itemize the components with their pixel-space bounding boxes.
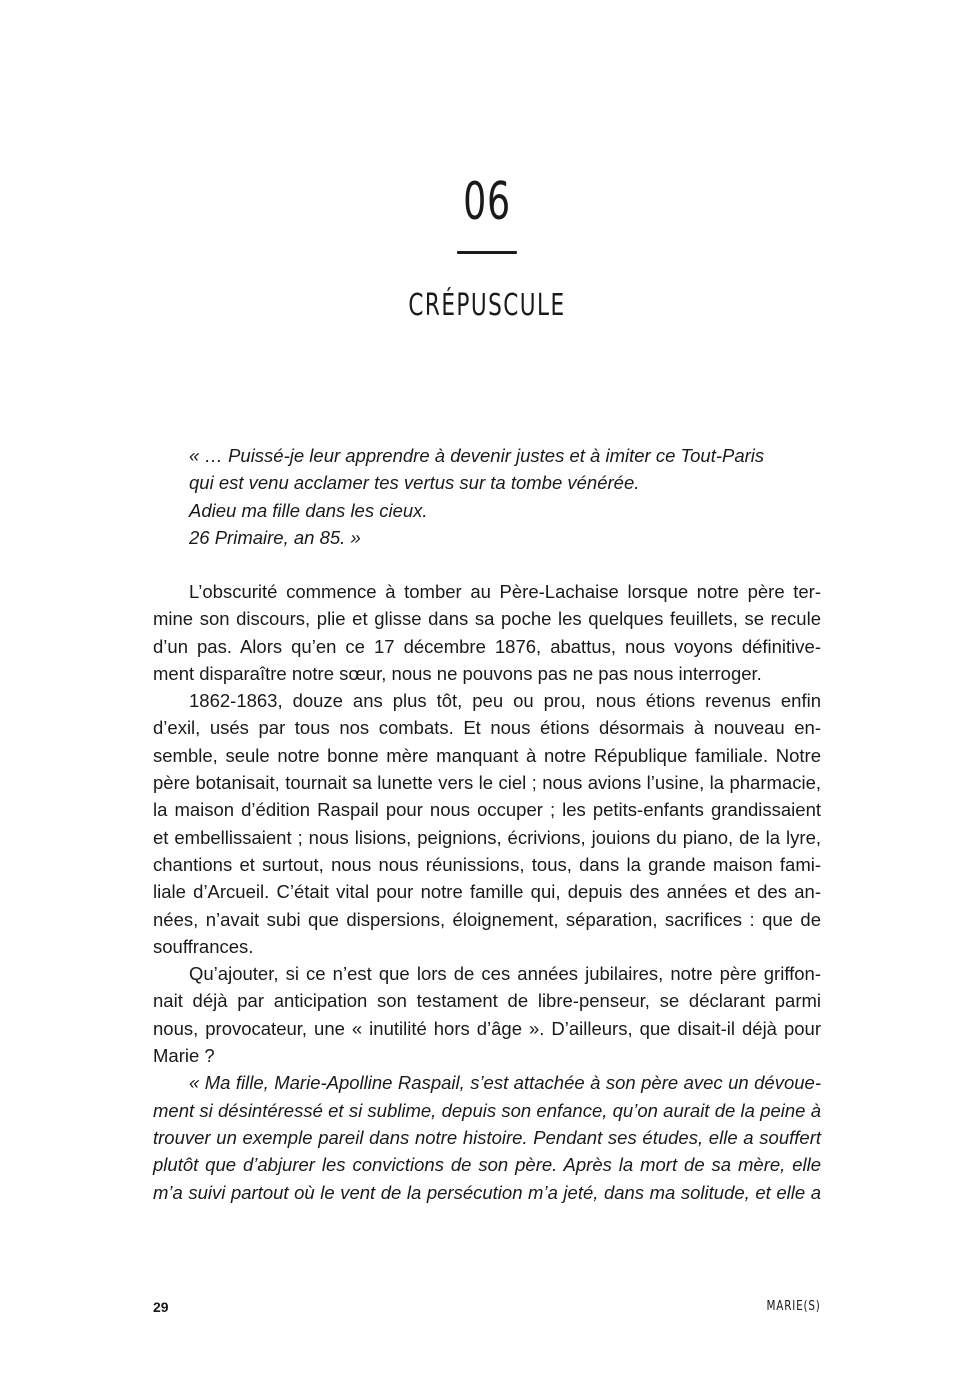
body-line: mine son discours, plie et glisse dans sa poche les quelques feuillets, se recule [153, 608, 821, 630]
chapter-number: 06 [463, 172, 511, 232]
epigraph-line: 26 Primaire, an 85. » [189, 526, 361, 548]
body-line: d’exil, usés par tous nos combats. Et nous étions désormais à nouveau en- [153, 717, 821, 739]
epigraph-line: Adieu ma fille dans les cieux. [189, 499, 428, 521]
body-line: la maison d’édition Raspail pour nous occuper ; les petits-enfants grandissaient [153, 799, 821, 821]
body-line: m’a suivi partout où le vent de la persécution m’a jeté, dans ma solitude, et elle a [153, 1181, 821, 1203]
body-line: plutôt que d’abjurer les convictions de son père. Après la mort de sa mère, elle [153, 1154, 821, 1176]
body-line: chantions et surtout, nous nous réunissions, tous, dans la grande maison fami- [153, 853, 821, 875]
body-text [153, 578, 821, 1206]
epigraph [189, 442, 829, 551]
body-line: Qu’ajouter, si ce n’est que lors de ces années jubilaires, notre père griffon- [189, 963, 821, 985]
body-line: et embellissaient ; nous lisions, peignions, écrivions, jouions du piano, de la lyre, [153, 826, 821, 848]
body-line: L’obscurité commence à tomber au Père-Lachaise lorsque notre père ter- [189, 581, 821, 602]
body-line: 1862-1863, douze ans plus tôt, peu ou prou, nous étions revenus enfin [189, 690, 821, 712]
body-line: père botanisait, tournait sa lunette vers le ciel ; nous avions l’usine, la pharmacie, [153, 772, 821, 794]
body-line: d’un pas. Alors qu’en ce 17 décembre 1876, abattus, nous voyons définitive- [153, 635, 821, 657]
epigraph-line: qui est venu acclamer tes vertus sur ta tombe vénérée. [189, 472, 640, 494]
body-line: souffrances. [153, 935, 254, 957]
chapter-title: CRÉPUSCULE [408, 288, 566, 323]
body-line: « Ma fille, Marie-Apolline Raspail, s’est attachée à son père avec un dévoue- [189, 1072, 821, 1094]
epigraph-line: « … Puissé-je leur apprendre à devenir justes et à imiter ce Tout-Paris [189, 445, 765, 466]
body-line: ment si désintéressé et si sublime, depuis son enfance, qu’on aurait de la peine à [153, 1099, 821, 1121]
body-line: nous, provocateur, une « inutilité hors d’âge ». D’ailleurs, que disait-il déjà pour [153, 1017, 821, 1039]
body-line: ment disparaître notre sœur, nous ne pouvons pas ne pas nous interroger. [153, 662, 762, 684]
body-line: semble, seule notre bonne mère manquant à notre République familiale. Notre [153, 744, 821, 766]
body-line: nées, n’avait subi que dispersions, éloignement, séparation, sacrifices : que de [153, 908, 821, 930]
running-title: MARIE(S) [766, 1299, 821, 1314]
body-line: nait déjà par anticipation son testament de libre-penseur, se déclarant parmi [153, 990, 821, 1012]
body-line: liale d’Arcueil. C’était vital pour notre famille qui, depuis des années et des an- [153, 881, 821, 903]
chapter-divider [457, 251, 517, 254]
page-number: 29 [153, 1299, 169, 1315]
body-line: trouver un exemple pareil dans notre histoire. Pendant ses études, elle a souffert [153, 1126, 821, 1148]
body-line: Marie ? [153, 1045, 215, 1067]
